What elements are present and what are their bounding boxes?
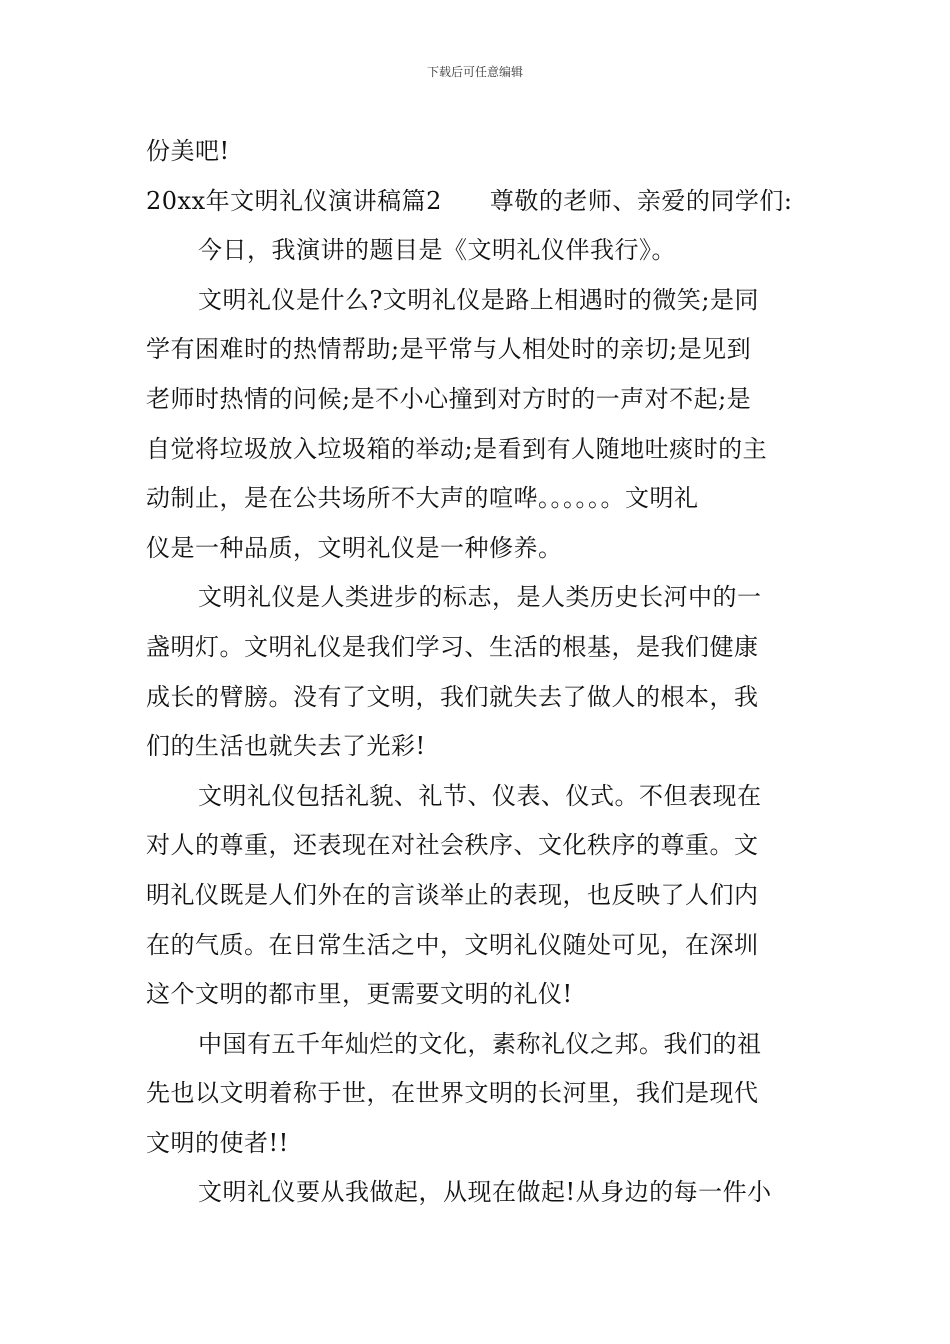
paragraph-start: 文明礼仪包括礼貌、礼节、仪表、仪式。不但表现在 — [198, 781, 762, 810]
text-line: 盏明灯。文明礼仪是我们学习、生活的根基，是我们健康 — [146, 632, 759, 661]
text-line: 老师时热情的问候;是不小心撞到对方时的一声对不起;是 — [146, 384, 752, 413]
speech-title: 20xx年文明礼仪演讲稿篇2 — [146, 186, 442, 215]
paragraph-start: 今日，我演讲的题目是《文明礼仪伴我行》。 — [198, 236, 676, 265]
text-line: 仪是一种品质，文明礼仪是一种修养。 — [146, 533, 563, 562]
text-line: 这个文明的都市里，更需要文明的礼仪! — [146, 980, 573, 1009]
text-line: 在的气质。在日常生活之中，文明礼仪随处可见，在深圳 — [146, 930, 759, 959]
paragraph-start: 文明礼仪要从我做起，从现在做起!从身边的每一件小 — [198, 1178, 772, 1207]
document-body — [146, 127, 810, 1218]
salutation: 尊敬的老师、亲爱的同学们: — [489, 186, 793, 215]
paragraph-start: 文明礼仪是什么?文明礼仪是路上相遇时的微笑;是同 — [198, 285, 759, 314]
title-line — [146, 177, 810, 227]
page-header: 下载后可任意编辑 — [426, 65, 523, 79]
text-line: 明礼仪既是人们外在的言谈举止的表现，也反映了人们内 — [146, 880, 759, 909]
text-line: 学有困难时的热情帮助;是平常与人相处时的亲切;是见到 — [146, 335, 752, 364]
text-line: 成长的臂膀。没有了文明，我们就失去了做人的根本，我 — [146, 682, 759, 711]
paragraph-start: 中国有五千年灿烂的文化，素称礼仪之邦。我们的祖 — [198, 1029, 762, 1058]
text-line: 动制止，是在公共场所不大声的喧哗。。。。。。文明礼 — [146, 484, 699, 513]
text-line: 份美吧! — [146, 137, 230, 165]
text-line: 先也以文明着称于世，在世界文明的长河里，我们是现代 — [146, 1079, 759, 1108]
text-line: 对人的尊重，还表现在对社会秩序、文化秩序的尊重。文 — [146, 831, 759, 860]
paragraph-start: 文明礼仪是人类进步的标志，是人类历史长河中的一 — [198, 583, 762, 612]
text-line: 自觉将垃圾放入垃圾箱的举动;是看到有人随地吐痰时的主 — [146, 434, 768, 463]
text-line: 们的生活也就失去了光彩! — [146, 732, 426, 761]
text-line: 文明的使者!! — [146, 1128, 289, 1157]
